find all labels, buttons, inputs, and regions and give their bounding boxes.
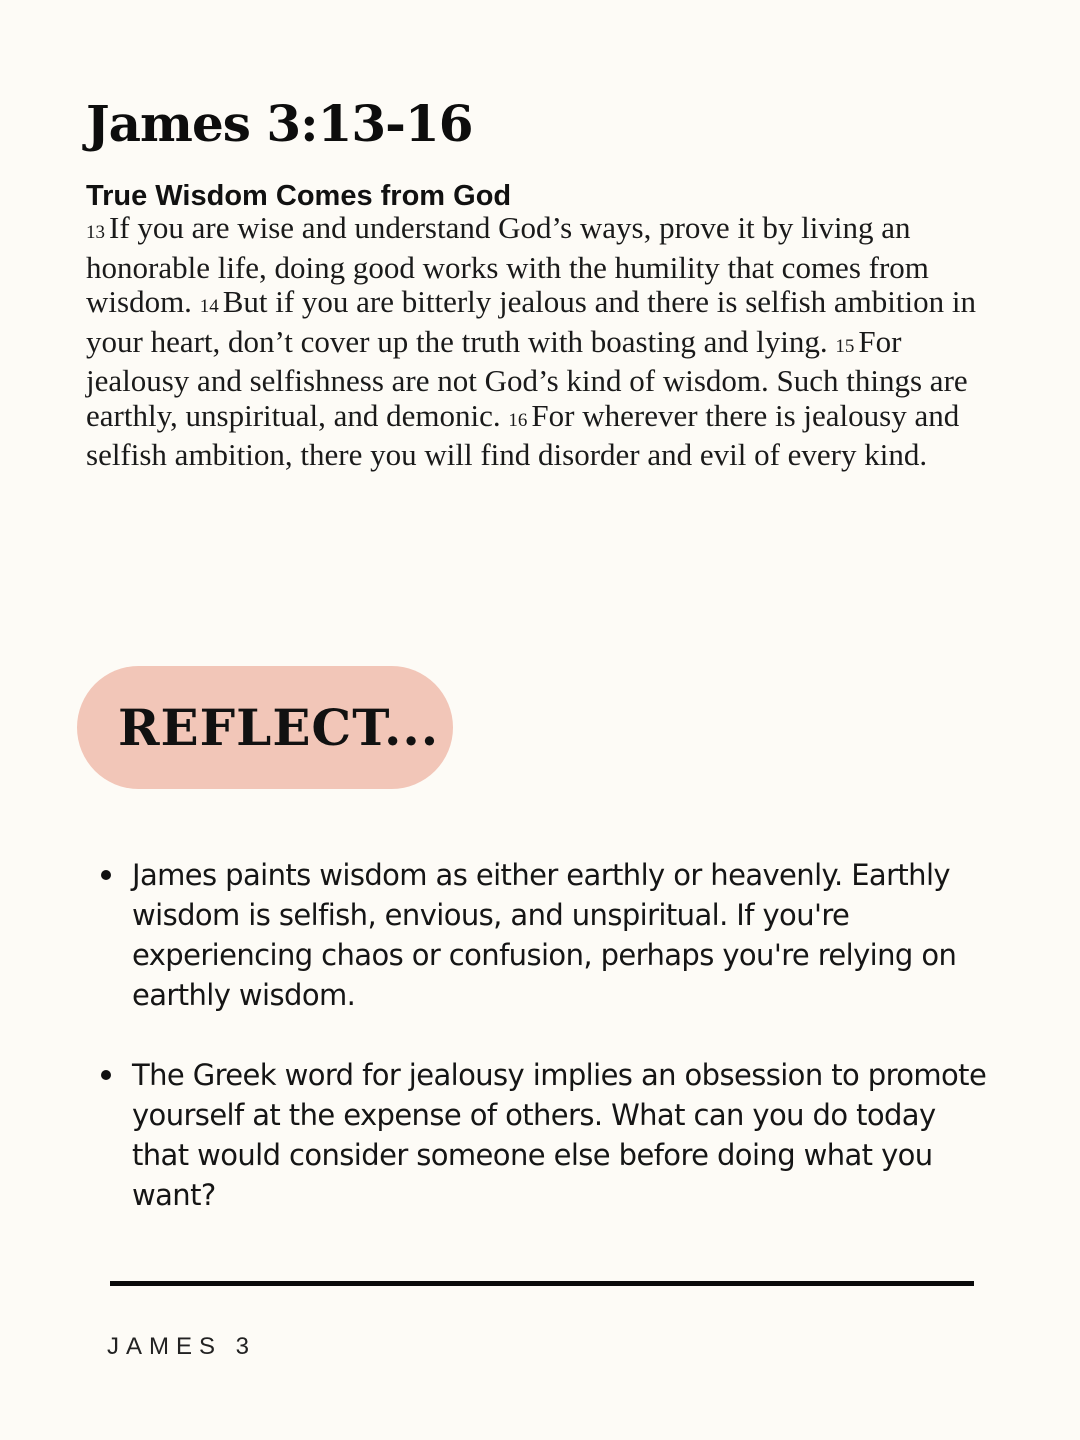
verse-text: But if you are bitterly jealous and there is selfish ambition in your heart, don’t cover up the truth with boasting and lying. (86, 284, 976, 359)
bullet-icon (101, 870, 111, 880)
verse-number: 16 (508, 409, 528, 431)
scripture-passage (86, 211, 986, 473)
list-item (98, 1055, 988, 1215)
verse-text: For wherever there is jealousy and selfish ambition, there you will find disorder and evil of every kind. (86, 397, 960, 472)
reflection-list (98, 855, 988, 1215)
bullet-icon (101, 1070, 111, 1080)
verse-number: 13 (86, 222, 105, 243)
verse-text: If you are wise and understand God’s ways, prove it by living an honorable life, doing good works with the humility that comes from wisdom. (86, 210, 929, 319)
reflect-heading: REFLECT... (118, 698, 440, 757)
section-heading: True Wisdom Comes from God (86, 180, 512, 212)
footer-label: JAMES 3 (107, 1333, 257, 1360)
divider (110, 1281, 974, 1286)
list-item (98, 855, 988, 1015)
verse-number: 14 (199, 296, 219, 317)
page-title: James 3:13-16 (86, 94, 473, 153)
verse-text: For jealousy and selfishness are not God’s kind of wisdom. Such things are earthly, unspiritual, and demonic. (86, 323, 968, 433)
verse-number: 15 (835, 335, 855, 357)
reflection-text: The Greek word for jealousy implies an obsession to promote yourself at the expense of others. What can you do today that would consider someone else before doing what you want? (132, 1058, 987, 1212)
reflection-text: James paints wisdom as either earthly or heavenly. Earthly wisdom is selfish, envious, and unspiritual. If you're experiencing chaos or confusion, perhaps you're relying on earthly wisdom. (132, 858, 957, 1012)
